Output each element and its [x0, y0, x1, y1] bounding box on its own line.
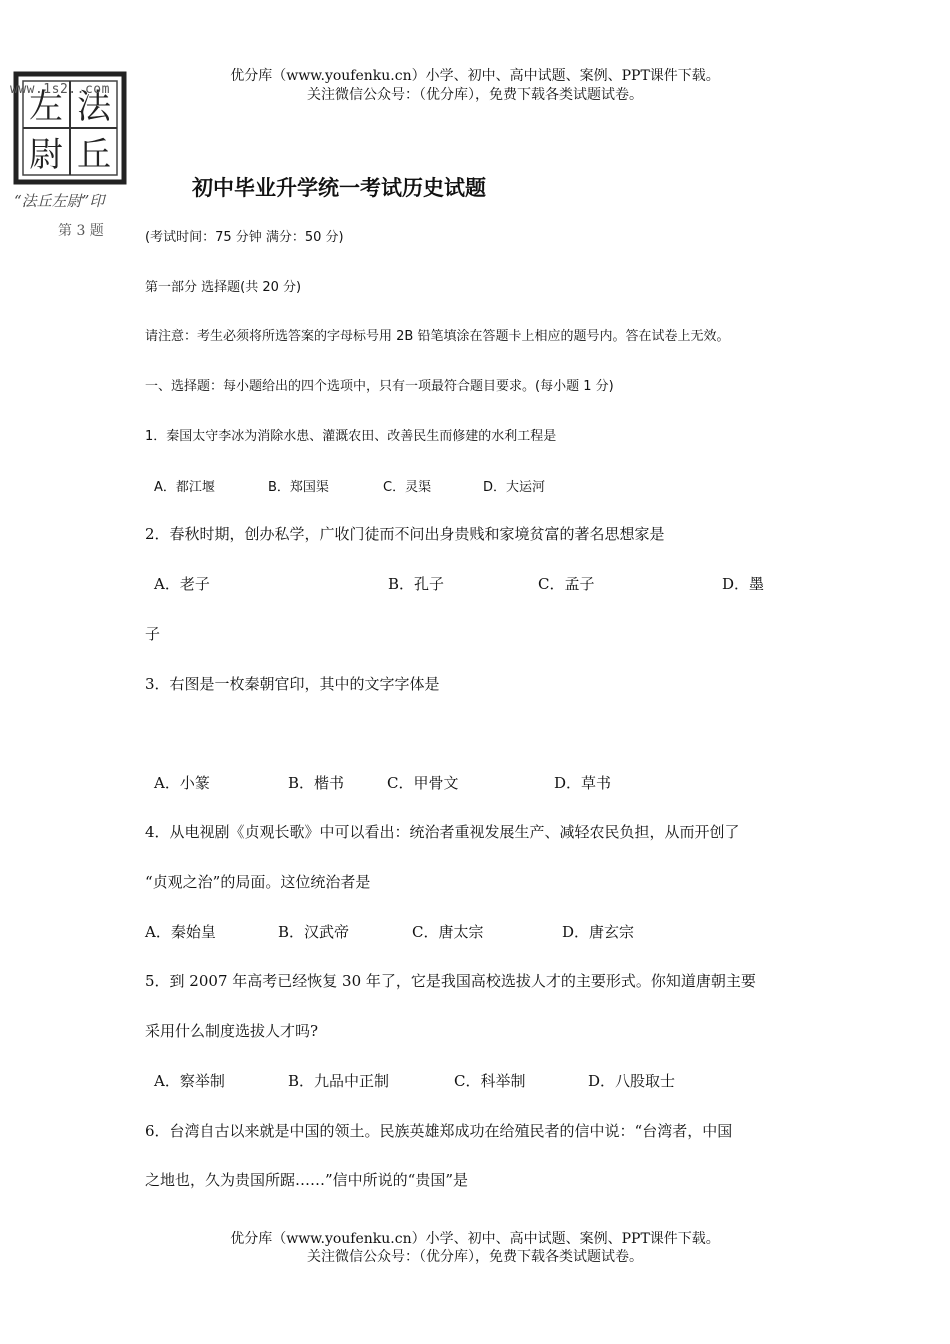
- svg-text:法: 法: [77, 87, 111, 127]
- q1-option-d: D．大运河: [483, 480, 546, 495]
- question-4-stem: 4．从电视剧《贞观长歌》中可以看出：统治者重视发展生产、减轻农民负担，从而开创了: [145, 823, 740, 841]
- question-2-stem: 2．春秋时期，创办私学，广收门徒而不问出身贵贱和家境贫富的著名思想家是: [145, 525, 665, 543]
- q3-option-c: C．甲骨文: [387, 774, 459, 792]
- q1-option-b: B．郑国渠: [268, 480, 329, 495]
- question-1-stem: 1．秦国太守李冰为消除水患、灌溉农田、改善民生而修建的水利工程是: [145, 429, 557, 444]
- q2-option-d: D．墨: [722, 575, 765, 593]
- svg-text:丘: 丘: [77, 135, 111, 175]
- question-6-stem-cont: 之地也，久为贵国所踞……”信中所说的“贵国”是: [145, 1171, 469, 1189]
- header-line-1: 优分库（www.youfenku.cn）小学、初中、高中试题、案例、PPT课件下载。: [230, 68, 720, 84]
- q3-option-a: A．小篆: [154, 774, 210, 792]
- svg-text:尉: 尉: [29, 135, 63, 175]
- question-5-stem-cont: 采用什么制度选拔人才吗?: [145, 1022, 319, 1040]
- header-line-2: 关注微信公众号：（优分库），免费下载各类试题试卷。: [307, 87, 643, 103]
- q5-option-b: B．九品中正制: [288, 1072, 390, 1090]
- q2-option-d-wrap: 子: [145, 625, 161, 643]
- question-3-stem: 3．右图是一枚秦朝官印，其中的文字字体是: [145, 675, 440, 693]
- q5-option-c: C．科举制: [454, 1072, 526, 1090]
- q4-option-a: A．秦始皇: [145, 923, 216, 941]
- q2-option-c: C．孟子: [538, 575, 595, 593]
- part-one-heading: 第一部分 选择题(共 20 分): [145, 280, 302, 295]
- seal-watermark: www.1s2..com: [10, 82, 110, 97]
- q2-option-a: A．老子: [154, 575, 210, 593]
- seal-image: [10, 70, 130, 240]
- q2-option-b: B．孔子: [388, 575, 445, 593]
- q4-option-c: C．唐太宗: [412, 923, 484, 941]
- q1-option-c: C．灵渠: [383, 480, 432, 495]
- q4-option-d: D．唐玄宗: [562, 923, 635, 941]
- q3-option-d: D．草书: [554, 774, 612, 792]
- question-5-stem: 5．到 2007 年高考已经恢复 30 年了，它是我国高校选拔人才的主要形式。你知道唐朝主要: [145, 972, 756, 990]
- svg-text:左: 左: [29, 87, 63, 127]
- q1-option-a: A．都江堰: [154, 480, 215, 495]
- footer-line-2: 关注微信公众号：（优分库），免费下载各类试题试卷。: [307, 1249, 643, 1265]
- exam-info: (考试时间：75 分钟 满分：50 分): [145, 230, 344, 245]
- question-4-stem-cont: “贞观之治”的局面。这位统治者是: [145, 873, 371, 891]
- seal-question-number: 第 3 题: [58, 223, 104, 239]
- section-one-heading: 一、选择题：每小题给出的四个选项中，只有一项最符合题目要求。(每小题 1 分): [145, 379, 614, 394]
- footer-line-1: 优分库（www.youfenku.cn）小学、初中、高中试题、案例、PPT课件下载。: [230, 1231, 720, 1247]
- notice: 请注意：考生必须将所选答案的字母标号用 2B 铅笔填涂在答题卡上相应的题号内。答在试卷上无效。: [145, 329, 730, 344]
- q3-option-b: B．楷书: [288, 774, 345, 792]
- question-6-stem: 6．台湾自古以来就是中国的领土。民族英雄郑成功在给殖民者的信中说：“台湾者，中国: [145, 1122, 733, 1140]
- q4-option-b: B．汉武帝: [278, 923, 350, 941]
- q5-option-d: D．八股取士: [588, 1072, 676, 1090]
- q5-option-a: A．察举制: [154, 1072, 225, 1090]
- page-title: 初中毕业升学统一考试历史试题: [192, 176, 486, 200]
- seal-caption: “法丘左尉”印: [14, 192, 105, 210]
